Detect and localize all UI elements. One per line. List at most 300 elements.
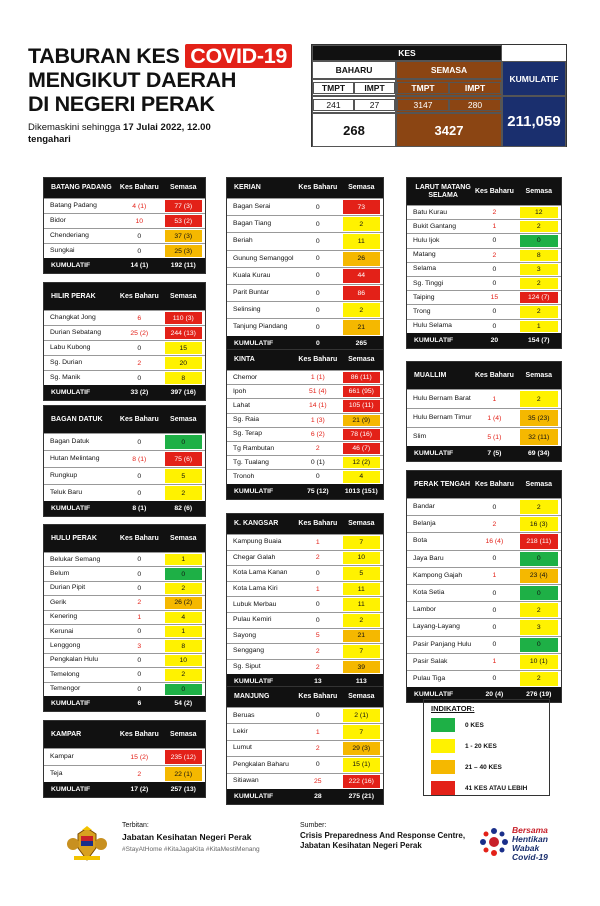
semasa-value: 2 [340,613,383,628]
publisher-name: Jabatan Kesihatan Negeri Perak [122,832,252,842]
kumulatif-label: KUMULATIF [51,699,91,707]
district-table-perak-tengah [406,470,562,703]
kumulatif-label: KUMULATIF [51,262,91,269]
kes-baharu-value: 4 (1) [132,202,147,210]
table-row [407,248,561,262]
kes-baharu-value: 2 [492,251,497,259]
kes-baharu-value: 1 (1) [310,374,325,382]
semasa-value: 86 [340,285,383,301]
semasa-value: 2 [517,220,561,233]
mukim-name: Sg. Tinggi [413,279,444,287]
mukim-name: Kuala Kurau [233,271,271,279]
mukim-name: Kota Lama Kiri [233,585,278,593]
mukim-name: Hulu Selama [413,322,452,330]
kumulatif-row [44,782,205,797]
mukim-name: Bukit Gantang [413,222,457,230]
semasa-tmpt-value: 3147 [397,99,449,111]
kes-baharu-value: 0 [137,374,142,382]
mukim-name: Layang-Layang [413,623,460,631]
mukim-name: Teja [50,770,63,777]
district-name: KINTA [234,356,255,363]
mukim-name: Belukar Semang [50,555,101,563]
mukim-name: Bandar [413,503,435,511]
kes-baharu-value: 1 [492,395,497,403]
table-row [227,318,383,335]
semasa-value: 8 [162,371,206,385]
kes-baharu-value: 16 (4) [485,537,504,545]
mukim-name: Slim [413,433,427,440]
mukim-name: Belum [50,570,70,578]
kumulatif-row [44,501,205,516]
semasa-header: Semasa [170,415,197,423]
table-row [44,765,205,782]
semasa-value: 0 [517,551,561,567]
mukim-name: Lenggong [50,642,81,650]
district-table-bagan-datuk [43,405,206,517]
table-row [44,325,205,340]
kumulatif-semasa: 113 [355,678,367,686]
table-row [407,408,561,427]
semasa-value: 10 [340,551,383,566]
source-block [300,822,465,850]
kes-baharu-header: Kes Baharu [474,371,514,379]
semasa-value: 124 (7) [517,291,561,304]
semasa-header: Semasa [525,371,553,379]
semasa-header: Semasa [348,693,375,700]
table-row [227,659,383,675]
semasa-header: Semasa [170,184,197,191]
kes-baharu-value: 6 (2) [310,430,325,438]
semasa-value: 75 (6) [162,451,206,467]
kes-baharu-header: Kes Baharu [298,184,338,191]
semasa-value: 2 (1) [340,708,383,723]
mukim-name: Kampong Gajah [413,571,463,579]
table-row [407,670,561,687]
semasa-value: 12 (2) [340,456,383,469]
kumulatif-row [407,446,561,461]
kes-baharu-value: 0 [137,656,142,664]
source-line-2: Jabatan Kesihatan Negeri Perak [300,841,422,850]
mukim-name: Labu Kubong [50,344,91,351]
kes-baharu-value: 1 [492,223,497,231]
mukim-name: Sg. Terap [233,430,262,438]
semasa-value: 5 [162,468,206,484]
kes-baharu-value: 0 [315,601,320,609]
kes-baharu-header: Kes Baharu [298,520,338,527]
mukim-name: Hulu Bernam Barat [413,395,471,402]
kes-baharu-value: 0 [315,616,320,624]
semasa-value: 1 [517,320,561,333]
mukim-name: Pulau Tiga [413,674,446,682]
kumulatif-row [44,258,205,273]
semasa-value: 0 [517,637,561,653]
table-row [407,567,561,584]
table-header [407,362,561,389]
mukim-name: Gunung Semanggol [233,254,294,262]
kes-baharu-header: Kes Baharu [119,534,159,542]
semasa-value: 7 [340,535,383,550]
semasa-value: 2 [517,602,561,618]
mukim-name: Sitiawan [233,777,259,785]
malaysia-coat-of-arms-icon [66,826,108,864]
table-row [44,340,205,355]
semasa-value: 110 (3) [162,311,206,325]
mukim-name: Teluk Baru [50,489,83,496]
kes-baharu-value: 51 (4) [308,388,327,396]
table-row [407,276,561,290]
table-row [227,534,383,550]
mukim-name: Tg Rambutan [233,444,275,452]
semasa-value: 2 [340,216,383,232]
table-row [227,565,383,581]
semasa-value: 86 (11) [340,371,383,384]
district-name: MANJUNG [234,693,270,700]
table-row [407,319,561,333]
mukim-name: Pengkalan Hulu [50,656,98,664]
table-header [44,283,205,310]
kes-baharu-value: 0 [492,308,497,316]
baharu-header: BAHARU [312,61,396,79]
semasa-value: 0 [162,567,206,580]
kumulatif-semasa: 154 (7) [528,336,550,344]
district-name: MUALLIM [414,371,447,379]
campaign-text: Bersama Hentikan Wabak Covid-19 [512,825,548,862]
mukim-name: Tanjung Piandang [233,323,288,331]
kes-baharu-value: 1 [492,572,497,580]
kes-baharu-value: 0 [315,203,320,211]
semasa-value: 2 [162,485,206,501]
semasa-value: 44 [340,268,383,284]
semasa-value: 73 [340,199,383,215]
kes-baharu-header: Kes Baharu [298,356,338,363]
kes-baharu-value: 3 [137,642,142,650]
district-table-batang-padang [43,177,206,274]
legend-label: 1 - 20 KES [465,742,497,750]
district-table-kampar [43,720,206,798]
kumulatif-baharu: 8 (1) [132,505,147,512]
table-row [227,455,383,469]
mukim-name: Matang [413,251,436,259]
kumulatif-label: KUMULATIF [234,339,274,347]
legend-swatch-yellow [431,739,455,753]
table-row [227,707,383,723]
table-header [44,178,205,198]
kumulatif-semasa: 54 (2) [174,699,193,707]
mukim-name: Sg. Durian [50,359,83,366]
semasa-value: 37 (3) [162,229,206,243]
kumulatif-label: KUMULATIF [234,678,274,686]
table-row [227,398,383,412]
table-row [227,370,383,384]
table-header [227,687,383,707]
mukim-name: Gerik [50,598,67,606]
kumulatif-label: KUMULATIF [234,792,274,800]
semasa-value: 8 [517,249,561,262]
baharu-impt-value: 27 [354,99,395,111]
district-name: PERAK TENGAH [414,480,471,488]
kes-baharu-value: 0 [315,323,320,331]
kes-baharu-value: 0 [492,322,497,330]
mukim-name: Chenderiang [50,232,89,239]
kes-baharu-value: 2 [492,520,497,528]
semasa-value: 26 [340,251,383,267]
district-name: KAMPAR [51,730,82,738]
semasa-value: 3 [517,263,561,276]
kes-baharu-value: 15 (2) [130,753,149,761]
mukim-name: Pengkalan Baharu [233,760,289,768]
header [28,44,292,146]
semasa-value: 32 (11) [517,428,561,446]
table-row [227,232,383,249]
kes-baharu-value: 14 (1) [308,402,327,410]
semasa-value: 1 [162,553,206,566]
mukim-name: Sg. Raia [233,416,260,424]
semasa-value: 7 [340,644,383,659]
mukim-name: Sayong [233,631,257,639]
mukim-name: Pasir Salak [413,657,448,665]
table-row [44,450,205,467]
semasa-value: 12 [517,206,561,219]
table-row [227,612,383,628]
kes-baharu-header: Kes Baharu [119,730,159,738]
semasa-value: 21 [340,319,383,335]
kes-baharu-value: 0 [492,641,497,649]
table-header [44,721,205,748]
table-header [407,178,561,205]
table-row [44,667,205,681]
kes-baharu-value: 2 [315,554,320,562]
summary-table [311,44,567,147]
mukim-name: Temengor [50,685,81,693]
kes-baharu-value: 1 [315,538,320,546]
table-row [44,433,205,450]
table-row [44,243,205,258]
kes-baharu-value: 15 [490,294,499,302]
table-row [44,748,205,765]
table-row [407,636,561,653]
kumulatif-total: 211,059 [502,96,566,147]
semasa-total: 3427 [396,113,502,147]
table-row [407,653,561,670]
semasa-value: 0 [517,585,561,601]
legend-swatch-green [431,718,455,732]
semasa-value: 46 (7) [340,442,383,455]
semasa-impt-value: 280 [449,99,501,111]
kumulatif-baharu: 17 (2) [130,786,149,793]
semasa-value: 0 [162,434,206,450]
kes-baharu-value: 0 [315,569,320,577]
district-name: BATANG PADANG [51,184,112,191]
kumulatif-semasa: 276 (19) [526,691,552,699]
semasa-value: 2 [162,668,206,681]
baharu-impt-label: IMPT [354,82,395,94]
source-line-1: Crisis Preparedness And Response Centre, [300,831,466,840]
kes-baharu-value: 0 [315,289,320,297]
semasa-value: 11 [340,233,383,249]
mukim-name: Taiping [413,293,435,301]
mukim-name: Tronoh [233,472,255,480]
kes-baharu-value: 2 [492,209,497,217]
semasa-value: 218 (11) [517,533,561,549]
table-row [227,413,383,427]
kes-baharu-header: Kes Baharu [474,480,514,488]
semasa-value: 21 (9) [340,414,383,427]
mukim-name: Kampung Buaia [233,538,282,546]
table-row [407,515,561,532]
table-row [44,370,205,385]
kes-baharu-value: 1 [315,728,320,736]
table-row [44,595,205,609]
kumulatif-label: KUMULATIF [51,505,91,512]
mukim-name: Changkat Jong [50,314,96,321]
kes-baharu-value: 5 (1) [487,433,502,441]
kes-baharu-value: 0 [137,247,142,255]
kes-baharu-value: 0 [315,712,320,720]
table-row [44,610,205,624]
semasa-value: 2 [340,302,383,318]
table-header [227,350,383,370]
legend-swatch-red [431,781,455,795]
table-row [227,643,383,659]
mukim-name: Belanja [413,520,436,528]
kes-baharu-value: 0 [315,272,320,280]
district-table-hilir-perak [43,282,206,401]
publisher-block [122,822,260,853]
mukim-name: Bota [413,537,427,545]
kes-baharu-value: 0 [492,503,497,511]
kes-baharu-value: 2 [315,445,320,453]
mukim-name: Lubuk Merbau [233,600,277,608]
kes-baharu-value: 2 [315,647,320,655]
table-row [44,355,205,370]
kes-baharu-header: Kes Baharu [474,187,514,195]
semasa-value: 222 (16) [340,774,383,789]
semasa-value: 11 [340,597,383,612]
mukim-name: Bagan Datuk [50,438,90,445]
table-row [44,682,205,696]
semasa-value: 21 [340,629,383,644]
kumulatif-baharu: 14 (1) [130,262,149,269]
district-table-larut-matang-selama [406,177,562,349]
kumulatif-label: KUMULATIF [414,691,454,699]
table-row [407,498,561,515]
kes-baharu-value: 5 [315,632,320,640]
table-row [227,427,383,441]
legend-title: INDIKATOR: [431,704,475,713]
semasa-header: SEMASA [396,61,502,79]
table-header [227,178,383,198]
semasa-value: 0 [517,234,561,247]
table-row [227,628,383,644]
kes-baharu-value: 0 [137,232,142,240]
semasa-value: 2 [517,671,561,687]
kes-baharu-value: 0 [137,556,142,564]
kes-baharu-value: 2 [137,359,142,367]
mukim-name: Batu Kurau [413,208,448,216]
mukim-name: Lumut [233,744,252,752]
semasa-value: 7 [340,724,383,739]
district-table-kinta [226,349,384,500]
mukim-name: Parit Buntar [233,289,269,297]
semasa-value: 26 (2) [162,596,206,609]
table-row [227,215,383,232]
legend-label: 0 KES [465,721,484,729]
mukim-name: Selama [413,265,437,273]
kumulatif-baharu: 20 (4) [485,691,504,699]
table-header [407,471,561,498]
mukim-name: Durian Sebatang [50,329,102,336]
semasa-value: 0 [162,683,206,696]
table-row [227,740,383,756]
table-row [44,228,205,243]
kumulatif-baharu: 6 [137,699,142,707]
kes-baharu-value: 0 [492,675,497,683]
mukim-name: Hulu Bernam Timur [413,414,472,421]
kes-baharu-value: 0 [137,628,142,636]
kes-baharu-value: 0 [315,237,320,245]
mukim-name: Sg. Siput [233,663,261,671]
table-row [44,467,205,484]
table-row [227,384,383,398]
district-table-muallim [406,361,562,462]
mukim-name: Batang Padang [50,202,97,209]
semasa-value: 244 (13) [162,326,206,340]
table-row [407,262,561,276]
kes-baharu-value: 0 [492,280,497,288]
table-row [407,532,561,549]
covid-badge: COVID-19 [185,44,292,68]
kes-baharu-value: 0 [315,220,320,228]
table-row [407,219,561,233]
mukim-name: Kampar [50,753,74,760]
kes-baharu-value: 0 [137,489,142,497]
table-row [407,233,561,247]
table-row [44,653,205,667]
kumulatif-semasa: 82 (6) [174,505,193,512]
kes-baharu-header: Kes Baharu [119,415,159,423]
kumulatif-label: KUMULATIF [414,450,454,457]
mukim-name: Rungkup [50,472,78,479]
kumulatif-semasa: 265 [355,339,367,347]
semasa-value: 22 (1) [162,766,206,782]
table-row [44,213,205,228]
semasa-value: 78 (16) [340,428,383,441]
kumulatif-semasa: 275 (21) [348,792,374,800]
table-header [44,525,205,552]
mukim-name: Kota Setia [413,589,445,597]
mukim-name: Lahat [233,401,251,409]
baharu-total: 268 [312,113,396,147]
semasa-value: 15 [162,341,206,355]
mukim-name: Kota Lama Kanan [233,569,288,577]
table-row [407,389,561,408]
mukim-name: Durian Pipit [50,584,86,592]
semasa-value: 4 [162,611,206,624]
kumulatif-row [227,789,383,804]
semasa-value: 77 (3) [162,199,206,213]
table-row [44,581,205,595]
page-title: TABURAN KES COVID-19 [28,44,292,68]
mukim-name: Selinsing [233,306,261,314]
mukim-name: Tg. Tualang [233,458,269,466]
semasa-header: Semasa [348,184,375,191]
kes-baharu-value: 0 [137,570,142,578]
table-row [227,284,383,301]
mukim-name: Hutan Melintang [50,455,100,462]
kes-baharu-value: 2 [315,744,320,752]
semasa-value: 35 (23) [517,409,561,427]
kes-baharu-header: Kes Baharu [119,292,159,300]
